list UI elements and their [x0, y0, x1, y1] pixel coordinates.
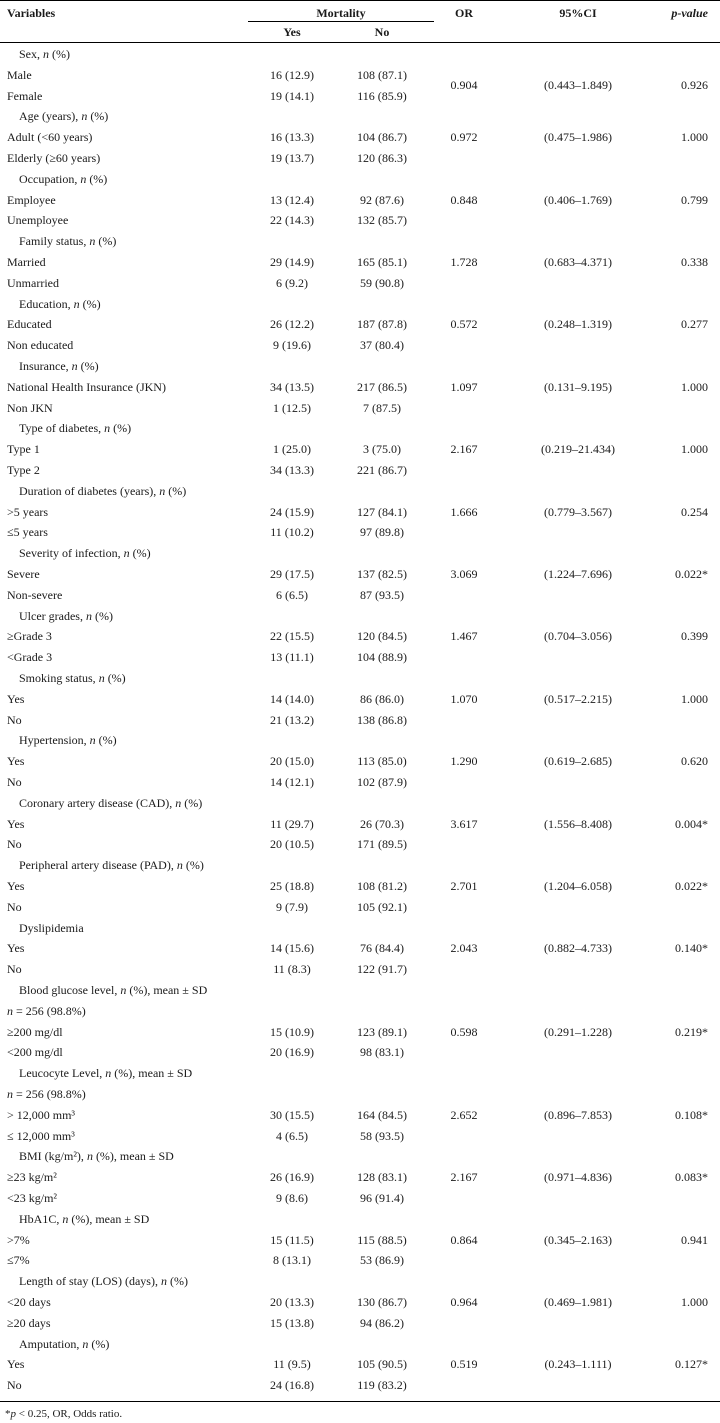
- group-title: Leucocyte Level, n (%), mean ± SD: [19, 1066, 193, 1081]
- cell-odds-ratio: 2.652: [450, 1107, 478, 1122]
- cell-mortality-no: 97 (89.8): [360, 525, 404, 540]
- cell-odds-ratio: 2.167: [450, 1170, 478, 1185]
- cell-p-value: 0.620: [681, 754, 708, 769]
- cell-confidence-interval: (0.475–1.986): [544, 130, 612, 145]
- row-label: Non educated: [7, 338, 74, 353]
- cell-odds-ratio: 2.701: [450, 879, 478, 893]
- cell-mortality-yes: 14 (14.0): [270, 691, 314, 706]
- cell-mortality-no: 130 (86.7): [357, 1295, 407, 1309]
- cell-confidence-interval: (1.224–7.696): [544, 567, 612, 581]
- row-label: No: [7, 775, 22, 789]
- cell-mortality-no: 94 (86.2): [360, 1315, 404, 1330]
- cell-mortality-yes: 29 (14.9): [270, 255, 314, 269]
- cell-mortality-yes: 14 (12.1): [270, 775, 314, 789]
- cell-mortality-no: 108 (81.2): [357, 879, 407, 893]
- cell-mortality-no: 108 (87.1): [357, 67, 407, 82]
- cell-mortality-yes: 11 (8.3): [273, 962, 311, 977]
- cell-mortality-yes: 16 (13.3): [270, 130, 314, 145]
- cell-odds-ratio: 0.964: [450, 1295, 478, 1309]
- cell-odds-ratio: 1.467: [450, 629, 478, 644]
- cell-mortality-yes: 21 (13.2): [270, 712, 314, 727]
- group-title: Length of stay (LOS) (days), n (%): [19, 1274, 188, 1289]
- row-label: >7%: [7, 1232, 30, 1247]
- group-title: Hypertension, n (%): [19, 733, 117, 748]
- cell-p-value: 0.004*: [675, 816, 708, 831]
- cell-odds-ratio: 0.972: [450, 130, 478, 145]
- cell-mortality-no: 187 (87.8): [357, 317, 407, 332]
- cell-p-value: 1.000: [681, 379, 708, 394]
- cell-mortality-no: 137 (82.5): [357, 567, 407, 581]
- cell-mortality-no: 116 (85.9): [357, 88, 407, 103]
- row-label: Married: [7, 255, 46, 269]
- cell-mortality-no: 37 (80.4): [360, 338, 404, 353]
- row-label: Yes: [7, 816, 25, 831]
- cell-odds-ratio: 3.069: [450, 567, 478, 581]
- cell-mortality-yes: 25 (18.8): [270, 879, 314, 893]
- cell-odds-ratio: 2.167: [450, 442, 478, 457]
- header-ci: 95%CI: [559, 6, 597, 20]
- row-label: ≥20 days: [7, 1315, 51, 1330]
- cell-mortality-yes: 15 (13.8): [270, 1315, 314, 1330]
- cell-p-value: 1.000: [681, 130, 708, 145]
- cell-mortality-yes: 34 (13.5): [270, 379, 314, 394]
- cell-mortality-yes: 11 (29.7): [270, 816, 314, 831]
- group-title: Family status, n (%): [19, 234, 117, 249]
- row-label: Yes: [7, 754, 25, 769]
- cell-mortality-no: 76 (84.4): [360, 941, 404, 956]
- row-label: No: [7, 962, 22, 977]
- cell-confidence-interval: (0.243–1.111): [544, 1357, 612, 1372]
- cell-mortality-no: 122 (91.7): [357, 962, 407, 977]
- header-or: OR: [455, 6, 473, 20]
- row-label: >5 years: [7, 504, 49, 519]
- cell-p-value: 0.219*: [675, 1024, 708, 1039]
- cell-confidence-interval: (0.619–2.685): [544, 754, 612, 769]
- row-label: Type 1: [7, 442, 40, 457]
- cell-mortality-no: 120 (86.3): [357, 151, 407, 165]
- cell-p-value: 1.000: [681, 442, 708, 457]
- group-title: Dyslipidemia: [19, 920, 84, 935]
- group-title: Sex, n (%): [19, 47, 70, 61]
- cell-mortality-no: 104 (86.7): [357, 130, 407, 145]
- cell-p-value: 0.127*: [675, 1357, 708, 1372]
- cell-confidence-interval: (0.704–3.056): [544, 629, 612, 644]
- cell-confidence-interval: (0.443–1.849): [544, 78, 612, 93]
- cell-mortality-yes: 9 (7.9): [276, 899, 308, 914]
- cell-mortality-yes: 24 (15.9): [270, 504, 314, 519]
- cell-mortality-no: 120 (84.5): [357, 629, 407, 644]
- row-label: ≥Grade 3: [7, 629, 52, 644]
- row-label: Yes: [7, 879, 25, 893]
- row-label: Educated: [7, 317, 52, 332]
- row-label: Unemployee: [7, 213, 69, 228]
- cell-mortality-no: 53 (86.9): [360, 1253, 404, 1268]
- cell-mortality-no: 96 (91.4): [360, 1191, 404, 1205]
- row-label: Adult (<60 years): [7, 130, 93, 145]
- group-title: Type of diabetes, n (%): [19, 421, 132, 436]
- header-yes: Yes: [283, 25, 301, 39]
- cell-mortality-yes: 1 (12.5): [273, 400, 311, 415]
- row-label: <20 days: [7, 1295, 51, 1309]
- cell-confidence-interval: (0.683–4.371): [544, 255, 612, 269]
- cell-mortality-no: 102 (87.9): [357, 775, 407, 789]
- cell-mortality-yes: 22 (14.3): [270, 213, 314, 228]
- cell-confidence-interval: (0.896–7.853): [544, 1107, 612, 1122]
- row-label: Unmarried: [7, 275, 59, 290]
- cell-odds-ratio: 1.070: [450, 691, 478, 706]
- cell-mortality-yes: 30 (15.5): [270, 1107, 314, 1122]
- cell-mortality-yes: 20 (10.5): [270, 837, 314, 852]
- row-label: Severe: [7, 567, 40, 581]
- group-title: Severity of infection, n (%): [19, 546, 151, 561]
- cell-mortality-no: 165 (85.1): [357, 255, 407, 269]
- cell-confidence-interval: (1.204–6.058): [544, 879, 612, 893]
- row-label: <Grade 3: [7, 650, 53, 665]
- header-no: No: [374, 25, 390, 39]
- group-title: Blood glucose level, n (%), mean ± SD: [19, 983, 208, 997]
- row-label: <200 mg/dl: [7, 1045, 63, 1060]
- cell-confidence-interval: (0.517–2.215): [544, 691, 612, 706]
- cell-odds-ratio: 1.097: [450, 379, 478, 394]
- group-title: Occupation, n (%): [19, 171, 108, 186]
- row-label: Type 2: [7, 463, 40, 477]
- row-label: ≤5 years: [7, 525, 48, 540]
- footnote: [5, 1408, 122, 1420]
- row-label: Yes: [7, 1357, 25, 1372]
- cell-mortality-no: 87 (93.5): [360, 587, 404, 602]
- cell-p-value: 0.399: [681, 629, 708, 644]
- cell-mortality-yes: 9 (8.6): [276, 1191, 308, 1205]
- cell-p-value: 0.022*: [675, 879, 708, 893]
- group-title: BMI (kg/m²), n (%), mean ± SD: [19, 1149, 174, 1164]
- cell-mortality-no: 113 (85.0): [357, 754, 407, 769]
- group-title: Education, n (%): [19, 296, 101, 311]
- header-p-value: p-value: [671, 6, 708, 20]
- cell-confidence-interval: (0.971–4.836): [544, 1170, 612, 1185]
- cell-odds-ratio: 0.598: [450, 1024, 478, 1039]
- row-label: Non JKN: [7, 400, 53, 415]
- cell-mortality-yes: 20 (15.0): [270, 754, 314, 769]
- cell-mortality-no: 123 (89.1): [357, 1024, 407, 1039]
- row-label: No: [7, 712, 22, 727]
- cell-mortality-no: 138 (86.8): [357, 712, 407, 727]
- group-title: Smoking status, n (%): [19, 671, 126, 685]
- cell-mortality-yes: 15 (10.9): [270, 1024, 314, 1039]
- row-label: ≥200 mg/dl: [7, 1024, 63, 1039]
- row-label: Yes: [7, 941, 25, 956]
- header-variables: Variables: [7, 6, 56, 20]
- cell-mortality-yes: 4 (6.5): [276, 1128, 308, 1143]
- cell-mortality-yes: 19 (13.7): [270, 151, 314, 165]
- row-label: ≤ 12,000 mm³: [7, 1128, 75, 1143]
- cell-p-value: 1.000: [681, 691, 708, 706]
- cell-mortality-yes: 24 (16.8): [270, 1378, 314, 1393]
- cell-mortality-no: 59 (90.8): [360, 275, 404, 290]
- cell-p-value: 1.000: [681, 1295, 708, 1309]
- cell-confidence-interval: (0.406–1.769): [544, 192, 612, 207]
- cell-mortality-no: 104 (88.9): [357, 650, 407, 665]
- cell-mortality-yes: 8 (13.1): [273, 1253, 311, 1268]
- header-mid-rule: [248, 21, 434, 22]
- group-title: Age (years), n (%): [19, 109, 109, 124]
- group-title: Coronary artery disease (CAD), n (%): [19, 795, 203, 810]
- cell-mortality-yes: 1 (25.0): [273, 442, 311, 457]
- cell-odds-ratio: 0.904: [450, 78, 478, 93]
- row-label: Male: [7, 67, 32, 82]
- cell-mortality-no: 3 (75.0): [363, 442, 401, 457]
- cell-mortality-yes: 11 (9.5): [273, 1357, 311, 1372]
- cell-mortality-no: 92 (87.6): [360, 192, 404, 207]
- cell-odds-ratio: 3.617: [450, 816, 478, 831]
- cell-confidence-interval: (0.131–9.195): [544, 379, 612, 394]
- cell-mortality-no: 26 (70.3): [360, 816, 404, 831]
- cell-p-value: 0.108*: [675, 1107, 708, 1122]
- table-bottom-rule: [0, 1401, 720, 1402]
- cell-mortality-yes: 13 (12.4): [270, 192, 314, 207]
- row-label: ≤7%: [7, 1253, 30, 1268]
- cell-mortality-no: 128 (83.1): [357, 1170, 407, 1185]
- cell-mortality-yes: 22 (15.5): [270, 629, 314, 644]
- header-bottom-rule: [0, 42, 720, 43]
- cell-p-value: 0.338: [681, 255, 708, 269]
- group-title: Insurance, n (%): [19, 359, 99, 373]
- cell-confidence-interval: (0.291–1.228): [544, 1024, 612, 1039]
- cell-mortality-yes: 16 (12.9): [270, 67, 314, 82]
- row-label: Female: [7, 88, 43, 103]
- cell-p-value: 0.083*: [675, 1170, 708, 1185]
- header-mortality: Mortality: [316, 6, 366, 20]
- row-label: National Health Insurance (JKN): [7, 379, 166, 394]
- cell-confidence-interval: (0.248–1.319): [544, 317, 612, 332]
- cell-p-value: 0.277: [681, 317, 708, 332]
- cell-mortality-yes: 26 (12.2): [270, 317, 314, 332]
- row-label: No: [7, 837, 22, 852]
- group-title: HbA1C, n (%), mean ± SD: [19, 1211, 150, 1226]
- cell-odds-ratio: 1.290: [450, 754, 478, 769]
- cell-mortality-no: 164 (84.5): [357, 1107, 407, 1122]
- row-label: No: [7, 899, 22, 914]
- cell-p-value: 0.022*: [675, 567, 708, 581]
- cell-p-value: 0.254: [681, 504, 708, 519]
- cell-mortality-no: 105 (92.1): [357, 899, 407, 914]
- cell-mortality-yes: 34 (13.3): [270, 463, 314, 477]
- cell-mortality-no: 58 (93.5): [360, 1128, 404, 1143]
- cell-mortality-yes: 11 (10.2): [270, 525, 314, 540]
- cell-mortality-no: 105 (90.5): [357, 1357, 407, 1372]
- cell-mortality-yes: 6 (9.2): [276, 275, 308, 290]
- cell-mortality-yes: 9 (19.6): [273, 338, 311, 353]
- cell-mortality-yes: 13 (11.1): [270, 650, 314, 665]
- cell-odds-ratio: 0.864: [450, 1232, 478, 1247]
- group-title: Ulcer grades, n (%): [19, 608, 113, 623]
- cell-mortality-yes: 20 (16.9): [270, 1045, 314, 1060]
- row-label: ≥23 kg/m²: [7, 1170, 57, 1185]
- cell-confidence-interval: (1.556–8.408): [544, 816, 612, 831]
- cell-odds-ratio: 0.572: [450, 317, 478, 332]
- cell-confidence-interval: (0.882–4.733): [544, 941, 612, 956]
- cell-confidence-interval: (0.345–2.163): [544, 1232, 612, 1247]
- cell-mortality-no: 171 (89.5): [357, 837, 407, 852]
- cell-mortality-no: 132 (85.7): [357, 213, 407, 228]
- group-subtitle: n = 256 (98.8%): [7, 1003, 86, 1018]
- row-label: > 12,000 mm³: [7, 1107, 76, 1122]
- cell-confidence-interval: (0.469–1.981): [544, 1295, 612, 1309]
- row-label: Yes: [7, 691, 25, 706]
- cell-mortality-yes: 6 (6.5): [276, 587, 308, 602]
- group-title: Amputation, n (%): [19, 1336, 110, 1351]
- group-subtitle: n = 256 (98.8%): [7, 1087, 86, 1101]
- cell-mortality-yes: 26 (16.9): [270, 1170, 314, 1185]
- cell-odds-ratio: 0.848: [450, 192, 478, 207]
- cell-mortality-no: 127 (84.1): [357, 504, 407, 519]
- group-title: Duration of diabetes (years), n (%): [19, 483, 187, 498]
- group-title: Peripheral artery disease (PAD), n (%): [19, 858, 204, 873]
- cell-confidence-interval: (0.779–3.567): [544, 504, 612, 519]
- cell-mortality-no: 7 (87.5): [363, 400, 401, 415]
- row-label: Non-severe: [7, 587, 63, 602]
- cell-mortality-no: 221 (86.7): [357, 463, 407, 477]
- cell-confidence-interval: (0.219–21.434): [541, 442, 615, 457]
- cell-mortality-no: 86 (86.0): [360, 691, 404, 706]
- cell-p-value: 0.799: [681, 192, 708, 207]
- cell-mortality-yes: 15 (11.5): [270, 1232, 314, 1247]
- row-label: <23 kg/m²: [7, 1191, 58, 1205]
- cell-mortality-yes: 19 (14.1): [270, 88, 314, 103]
- row-label: Elderly (≥60 years): [7, 151, 101, 165]
- footnote-text: *p < 0.25, OR, Odds ratio.: [5, 1408, 123, 1420]
- cell-mortality-no: 98 (83.1): [360, 1045, 404, 1060]
- row-label: No: [7, 1378, 22, 1393]
- cell-mortality-yes: 14 (15.6): [270, 941, 314, 956]
- cell-p-value: 0.140*: [675, 941, 708, 956]
- cell-mortality-no: 217 (86.5): [357, 379, 407, 394]
- cell-odds-ratio: 1.728: [450, 255, 478, 269]
- cell-p-value: 0.941: [681, 1232, 708, 1247]
- cell-odds-ratio: 2.043: [450, 941, 478, 956]
- cell-odds-ratio: 0.519: [450, 1357, 478, 1372]
- cell-mortality-no: 115 (88.5): [357, 1232, 407, 1247]
- table-header: [0, 0, 720, 42]
- cell-mortality-no: 119 (83.2): [357, 1378, 407, 1393]
- cell-p-value: 0.926: [681, 78, 708, 93]
- cell-mortality-yes: 29 (17.5): [270, 567, 314, 581]
- cell-mortality-yes: 20 (13.3): [270, 1295, 314, 1309]
- row-label: Employee: [7, 192, 56, 207]
- cell-odds-ratio: 1.666: [450, 504, 478, 519]
